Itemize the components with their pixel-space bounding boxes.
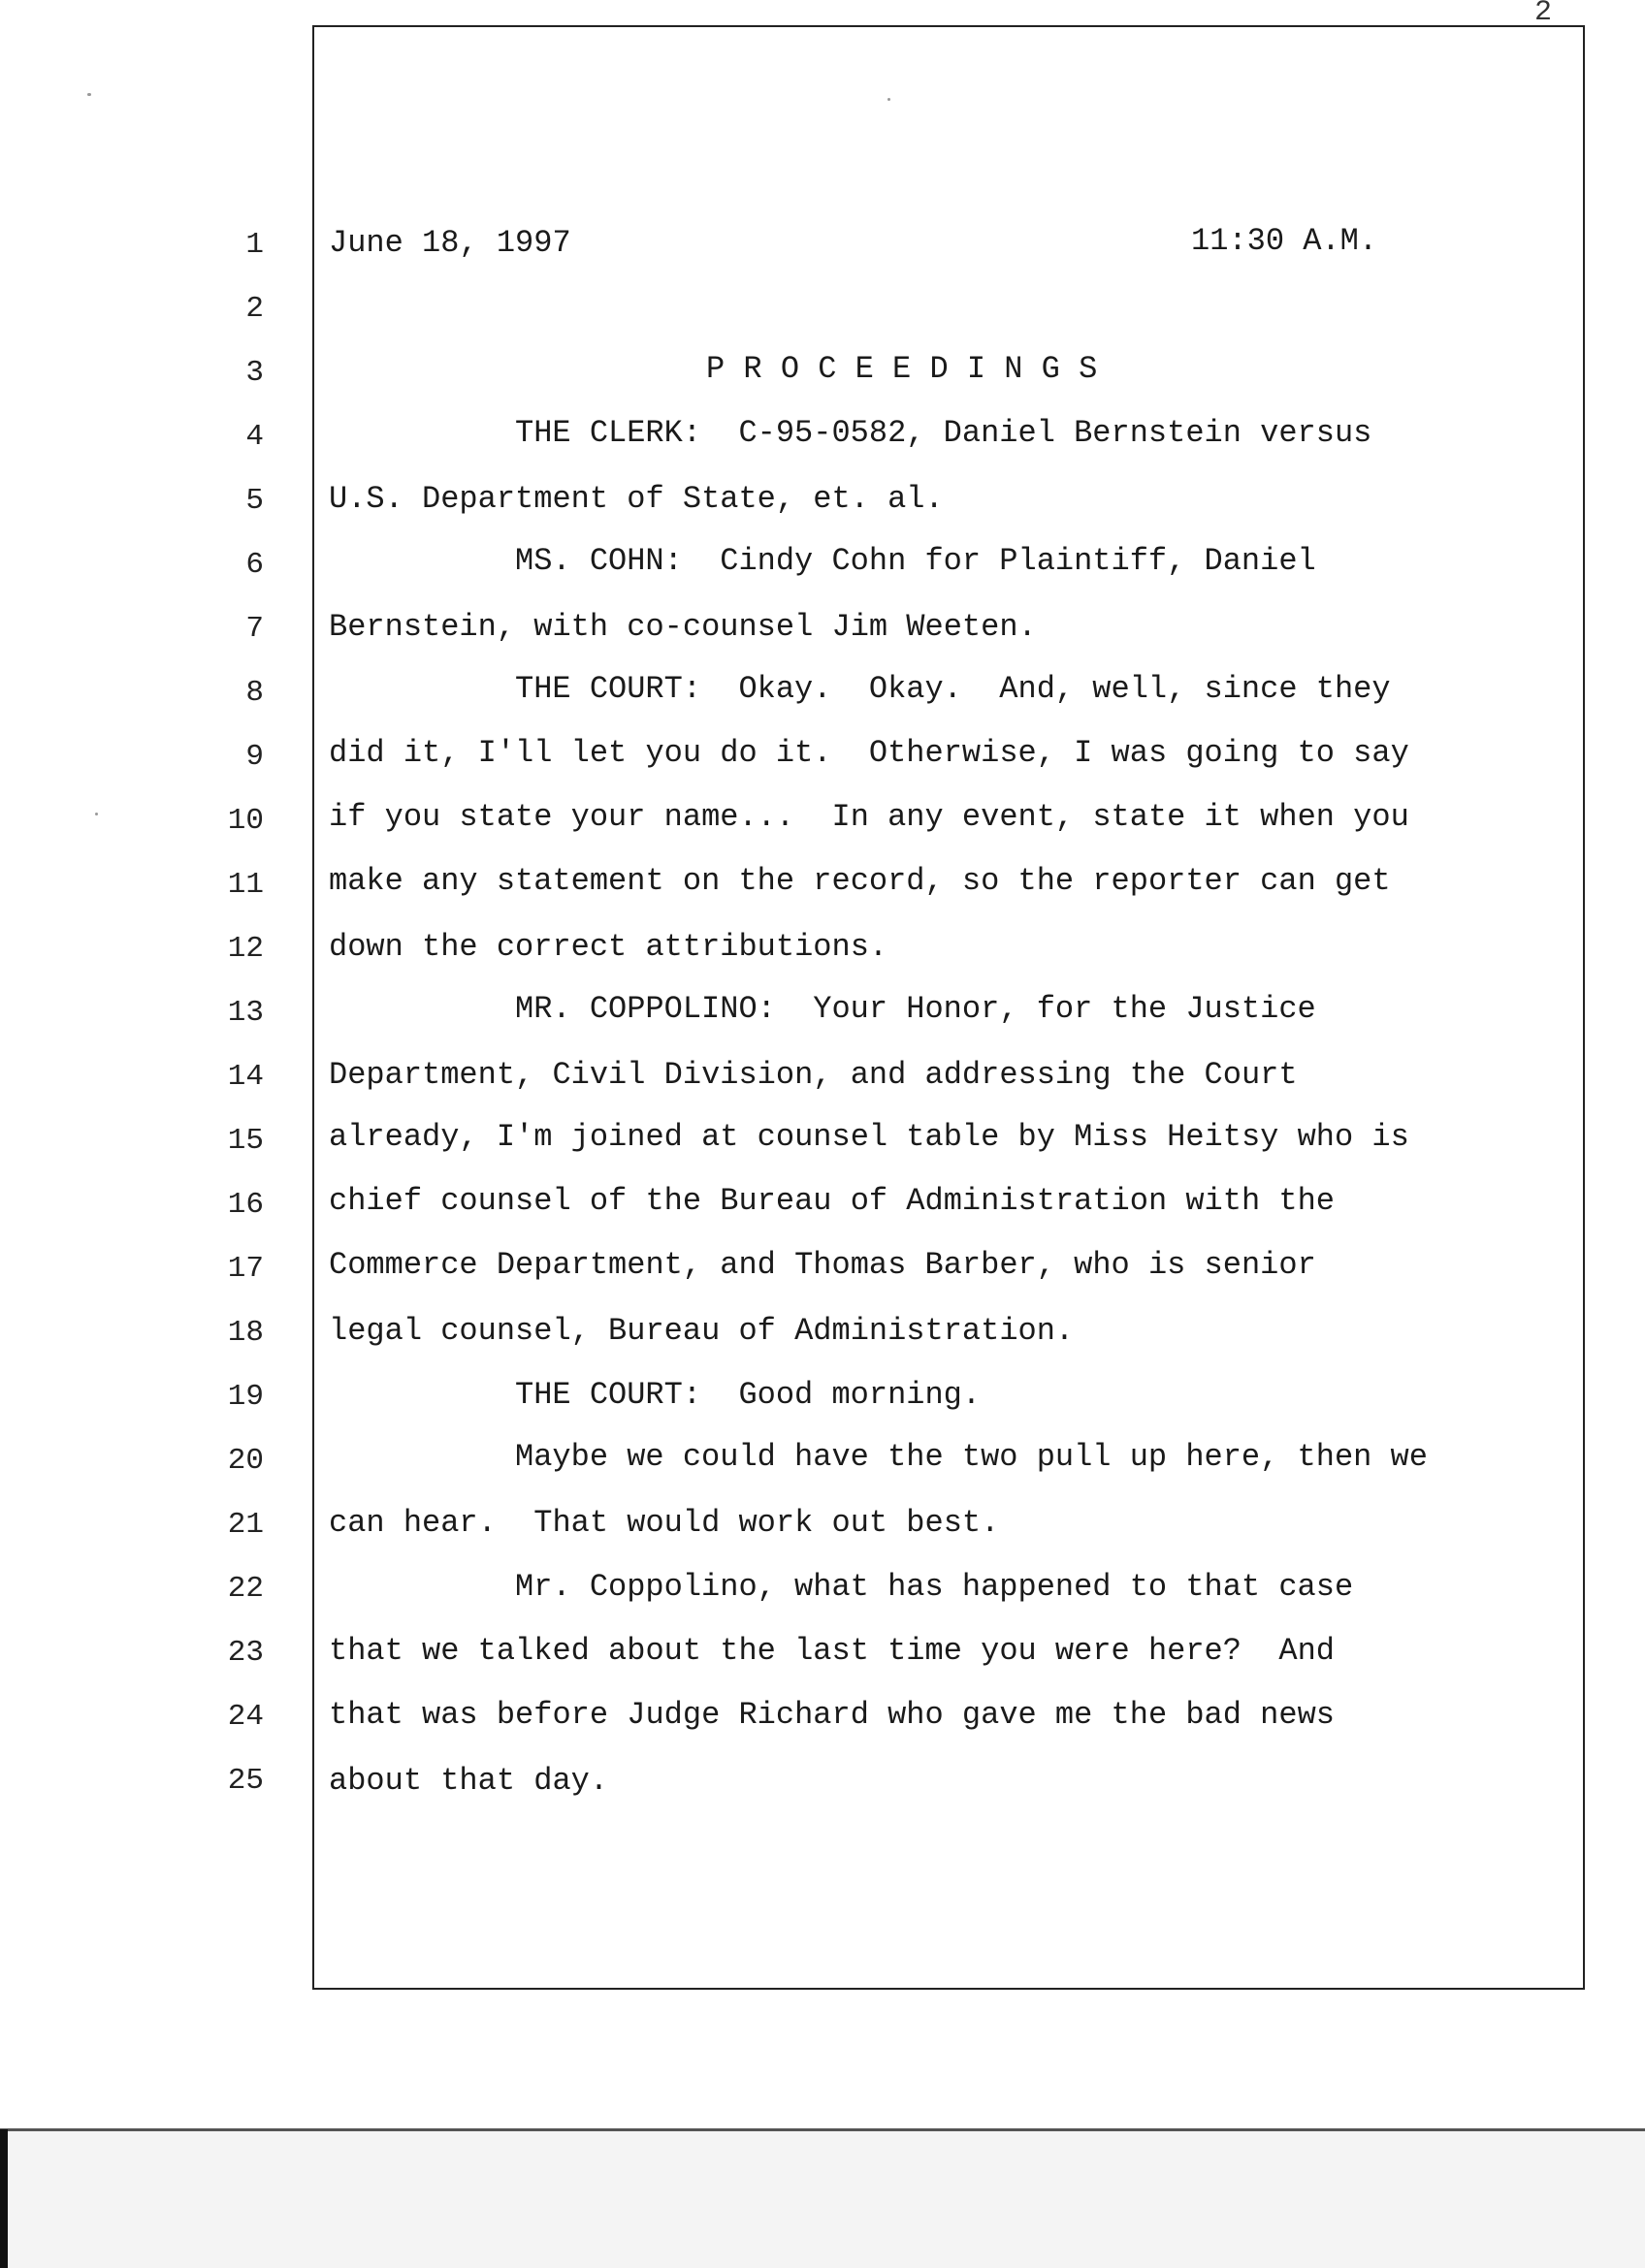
scan-speck: [887, 98, 890, 101]
transcript-line: about that day.: [329, 1763, 609, 1799]
line-number: 20: [227, 1444, 264, 1478]
line-number: 13: [227, 996, 264, 1030]
transcript-line: Maybe we could have the two pull up here, then we: [515, 1439, 1428, 1475]
line-number: 6: [245, 548, 264, 582]
transcript-line: Commerce Department, and Thomas Barber, who is senior: [329, 1247, 1316, 1283]
scan-speck: [87, 93, 91, 96]
transcript-line: that we talked about the last time you were here? And: [329, 1633, 1335, 1669]
transcript-line: MR. COPPOLINO: Your Honor, for the Justice: [515, 991, 1316, 1027]
transcript-date: June 18, 1997: [329, 225, 571, 261]
line-number: 22: [227, 1572, 264, 1606]
transcript-line: Bernstein, with co-counsel Jim Weeten.: [329, 609, 1037, 645]
transcript-line: THE COURT: Good morning.: [515, 1377, 982, 1413]
line-number: 16: [227, 1188, 264, 1222]
line-number: 3: [245, 356, 264, 390]
line-number: 1: [245, 228, 264, 262]
line-number: 24: [227, 1700, 264, 1734]
transcript-line: Department, Civil Division, and addressing the Court: [329, 1057, 1298, 1093]
transcript-line: already, I'm joined at counsel table by Miss Heitsy who is: [329, 1119, 1409, 1155]
page-number: 2: [1534, 0, 1553, 29]
line-number: 2: [245, 292, 264, 326]
line-number: 4: [245, 420, 264, 454]
transcript-line: that was before Judge Richard who gave me the bad news: [329, 1697, 1335, 1733]
line-number: 23: [227, 1636, 264, 1670]
line-number: 9: [245, 740, 264, 774]
line-number: 10: [227, 804, 264, 838]
transcript-time: 11:30 A.M.: [1191, 223, 1378, 259]
line-number: 8: [245, 676, 264, 710]
line-number: 17: [227, 1252, 264, 1286]
transcript-line: Mr. Coppolino, what has happened to that case: [515, 1569, 1354, 1605]
transcript-line: U.S. Department of State, et. al.: [329, 481, 944, 517]
proceedings-heading: P R O C E E D I N G S: [706, 351, 1098, 387]
transcript-line: MS. COHN: Cindy Cohn for Plaintiff, Daniel: [515, 543, 1316, 579]
line-number: 7: [245, 612, 264, 646]
line-number: 21: [227, 1508, 264, 1542]
line-number: 15: [227, 1124, 264, 1158]
line-number: 12: [227, 932, 264, 966]
scan-edge: [0, 2129, 8, 2268]
line-number: 18: [227, 1316, 264, 1350]
scan-bottom-area: [8, 2131, 1645, 2268]
transcript-line: make any statement on the record, so the reporter can get: [329, 863, 1391, 899]
scan-rule: [0, 2128, 1645, 2131]
transcript-line: THE COURT: Okay. Okay. And, well, since they: [515, 671, 1391, 707]
transcript-line: legal counsel, Bureau of Administration.: [329, 1313, 1075, 1349]
line-number: 11: [227, 868, 264, 902]
line-number: 25: [227, 1764, 264, 1798]
transcript-line: if you state your name... In any event, state it when you: [329, 799, 1409, 835]
line-number: 19: [227, 1380, 264, 1414]
transcript-line: did it, I'll let you do it. Otherwise, I was going to say: [329, 735, 1409, 771]
transcript-line: THE CLERK: C-95-0582, Daniel Bernstein versus: [515, 415, 1372, 451]
transcript-line: down the correct attributions.: [329, 929, 888, 965]
line-number: 14: [227, 1060, 264, 1094]
transcript-line: can hear. That would work out best.: [329, 1505, 1000, 1541]
transcript-line: chief counsel of the Bureau of Administration with the: [329, 1183, 1335, 1219]
line-number: 5: [245, 484, 264, 518]
scan-speck: [95, 813, 98, 815]
